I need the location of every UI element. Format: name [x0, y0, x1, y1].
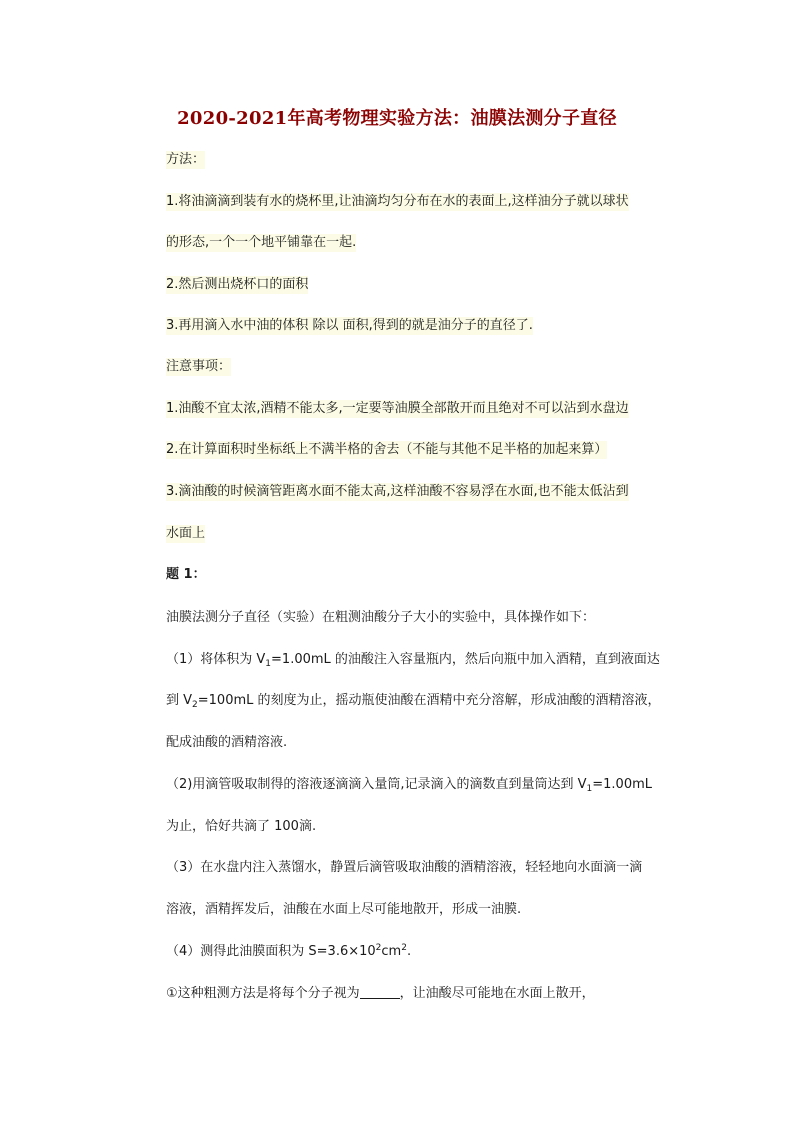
- page-title: 2020-2021年高考物理实验方法：油膜法测分子直径: [177, 108, 617, 129]
- step-4-unit-exponent: 2: [401, 943, 407, 953]
- step-2-line-2: 为止，恰好共滴了 100滴.: [166, 819, 317, 834]
- notes-line-1: 1.油酸不宜太浓,酒精不能太多,一定要等油膜全部散开而且绝对不可以沾到水盘边: [166, 401, 629, 416]
- step-4-line: [166, 943, 411, 961]
- method-line-4: 3.再用滴入水中油的体积 除以 面积,得到的就是油分子的直径了.: [166, 318, 533, 333]
- step-2-subscript: 1: [586, 784, 593, 794]
- step-1-text-b: =1.00mL 的油酸注入容量瓶内，然后向瓶中加入酒精，直到液面达: [271, 652, 660, 667]
- step-3-line-1: （3）在水盘内注入蒸馏水，静置后滴管吸取油酸的酒精溶液，轻轻地向水面滴一滴: [166, 860, 643, 875]
- step-4-text-a: （4）测得此油膜面积为 S=3.6×10: [166, 944, 376, 959]
- step-1-subscript-2: 2: [192, 700, 198, 710]
- method-heading: 方法：: [166, 152, 206, 167]
- step-1-line-1: [166, 651, 660, 669]
- step-1-text-c: 到 V: [166, 693, 193, 708]
- step-1-line-3: 配成油酸的酒精溶液.: [166, 735, 288, 750]
- notes-line-2: 2.在计算面积时坐标纸上不满半格的舍去（不能与其他不足半格的加起来算）: [166, 442, 608, 457]
- step-4-exponent: 2: [375, 943, 382, 953]
- notes-line-4: 水面上: [166, 526, 206, 541]
- method-line-2: 的形态,一个一个地平铺靠在一起.: [166, 235, 357, 250]
- step-4-unit: cm: [381, 944, 402, 959]
- step-1-text-a: （1）将体积为 V: [166, 652, 266, 667]
- notes-line-3: 3.滴油酸的时候滴管距离水面不能太高,这样油酸不容易浮在水面,也不能太低沾到: [166, 484, 629, 499]
- step-3-line-2: 溶液，酒精挥发后，油酸在水面上尽可能地散开，形成一油膜.: [166, 902, 522, 917]
- problem-heading: 题 1：: [166, 567, 206, 582]
- answer-blank[interactable]: [360, 986, 400, 999]
- question-1-text-a: ①这种粗测方法是将每个分子视为: [166, 986, 360, 1001]
- method-line-1: 1.将油滴滴到装有水的烧杯里,让油滴均匀分布在水的表面上,这样油分子就以球状: [166, 194, 629, 209]
- step-1-line-2: [166, 692, 661, 710]
- step-2-text-b: =1.00mL: [592, 777, 652, 792]
- problem-intro: 油膜法测分子直径（实验）在粗测油酸分子大小的实验中，具体操作如下：: [166, 610, 596, 625]
- method-line-3: 2.然后测出烧杯口的面积: [166, 277, 309, 292]
- step-1-text-d: =100mL 的刻度为止，摇动瓶使油酸在酒精中充分溶解，形成油酸的酒精溶液，: [197, 693, 661, 708]
- question-1-text-b: ，让油酸尽可能地在水面上散开，: [399, 986, 595, 1001]
- step-2-line-1: [166, 776, 652, 794]
- step-2-text-a: （2)用滴管吸取制得的溶液逐滴滴入量筒,记录滴入的滴数直到量筒达到 V: [166, 777, 587, 792]
- step-1-subscript: 1: [265, 659, 272, 669]
- step-4-period: .: [406, 944, 412, 959]
- question-1-line: [166, 985, 595, 1003]
- notes-heading: 注意事项：: [166, 359, 232, 374]
